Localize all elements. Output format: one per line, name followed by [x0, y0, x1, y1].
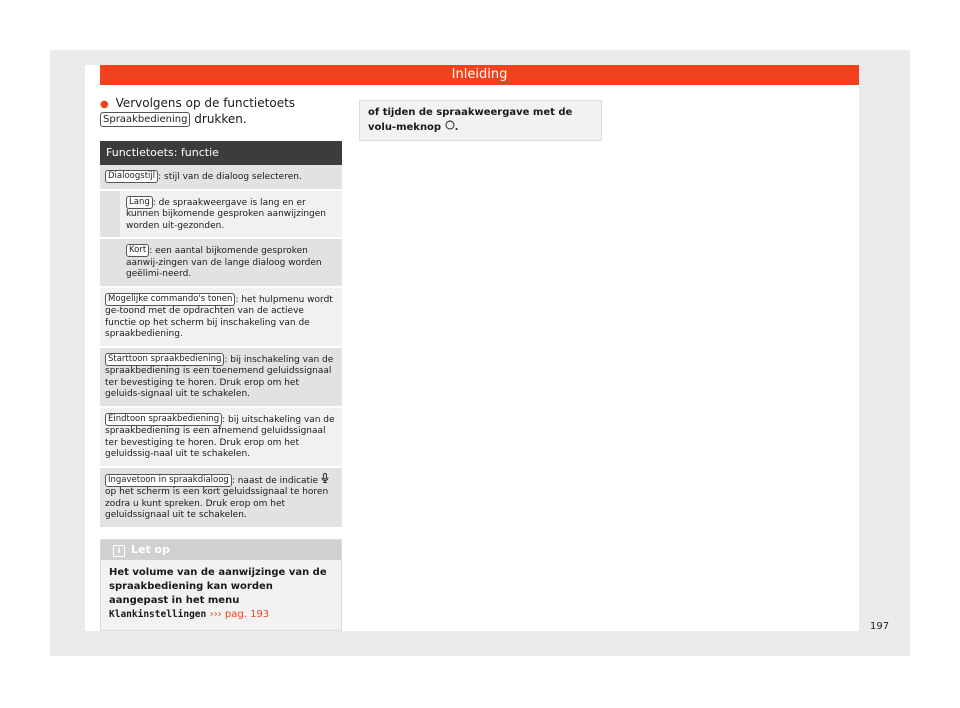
- row-text: : stijl van de dialoog selecteren.: [158, 172, 302, 182]
- table-row: [100, 239, 342, 288]
- function-key-spraakbediening[interactable]: Spraakbediening: [100, 112, 190, 127]
- note-text: Het volume van de aanwijzinge van de spraakbediening kan worden aangepast in het menu: [109, 566, 327, 606]
- function-key-mogelijke-commandos[interactable]: Mogelijke commando's tonen: [105, 293, 235, 306]
- left-column: [100, 96, 342, 631]
- continuation-box: [359, 100, 602, 141]
- function-key-dialoogstijl[interactable]: Dialoogstijl: [105, 170, 158, 183]
- continuation-end: .: [454, 122, 459, 133]
- row-text: : naast de indicatie: [231, 475, 319, 486]
- note-menu-name: Klankinstellingen: [109, 608, 207, 620]
- volume-knob-icon: [445, 120, 455, 135]
- function-key-lang[interactable]: Lang: [126, 196, 153, 209]
- table-row: [100, 288, 342, 348]
- intro-text-after: drukken.: [194, 112, 247, 126]
- intro-instruction: [100, 96, 342, 127]
- table-row: [100, 191, 342, 240]
- table-row: [100, 468, 342, 529]
- note-title: Let op: [131, 542, 170, 556]
- microphone-icon: [321, 473, 329, 488]
- row-text: : de spraakweergave is lang en er kunnen bijkomende gesproken aanwijzingen worden uit-gezonden.: [126, 197, 327, 231]
- continuation-text: of tijden de spraakweergave met de volu-meknop: [368, 107, 573, 133]
- chapter-header: Inleiding: [100, 65, 859, 85]
- function-table-header: Functietoets: functie: [100, 141, 342, 165]
- function-key-starttoon[interactable]: Starttoon spraakbediening: [105, 353, 224, 366]
- note-header: [101, 540, 341, 560]
- function-key-eindtoon[interactable]: Eindtoon spraakbediening: [105, 413, 222, 426]
- function-key-kort[interactable]: Kort: [126, 244, 149, 257]
- function-key-ingavetoon[interactable]: Ingavetoon in spraakdialoog: [105, 474, 232, 487]
- table-row: [100, 348, 342, 408]
- intro-text-before: Vervolgens op de functietoets: [115, 96, 296, 110]
- table-row: [100, 408, 342, 468]
- bullet-icon: ●: [100, 99, 109, 110]
- row-indent: [100, 239, 120, 286]
- row-text: : het hulpmenu wordt ge-toond met de opdrachten van de actieve functie op het scherm bij inschakeling van de spraakbediening.: [105, 294, 333, 339]
- info-icon: i: [113, 545, 125, 557]
- note-box: [100, 539, 342, 631]
- row-text-continued: op het scherm is een kort geluidssignaal te horen zodra u kunt spreken. Druk erop om het geluidssignaal uit te schakelen.: [105, 487, 329, 520]
- table-row: [100, 165, 342, 191]
- note-body: [101, 560, 341, 630]
- row-text: : een aantal bijkomende gesproken aanwij-zingen van de lange dialoog worden geëlimi-neerd.: [126, 246, 322, 279]
- page-number: 197: [870, 621, 890, 632]
- row-text: : bij inschakeling van de spraakbediening is een toenemend geluidssignaal ter bevestiging te horen. Druk erop om het geluids-signaal uit te schakelen.: [105, 354, 334, 399]
- page-reference-link[interactable]: ››› pag. 193: [209, 608, 270, 620]
- row-text: : bij uitschakeling van de spraakbediening is een afnemend geluidssignaal ter bevestiging te horen. Druk erop om het geluidssig-naal uit te schakelen.: [105, 414, 335, 459]
- row-indent: [100, 191, 120, 238]
